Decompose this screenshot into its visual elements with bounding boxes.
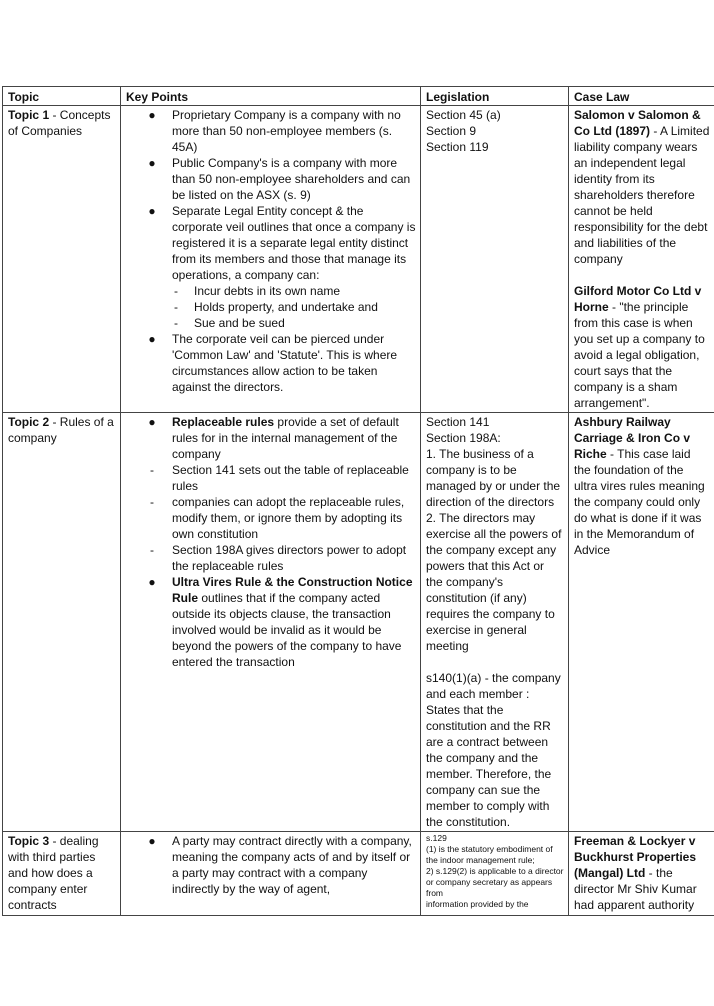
case-law-cell [569, 832, 714, 916]
bullet-icon: ● [148, 575, 156, 589]
dash-icon: - [174, 284, 178, 298]
header-row [3, 87, 714, 106]
header-topic: Topic [3, 87, 121, 106]
case-summary: - A Limited liability company wears an independent legal identity from its shareholders therefore cannot be held responsibility for the debt and liabilities of the company [574, 124, 710, 266]
legislation-line: Section 9 [426, 124, 477, 138]
case-name: Freeman & Lockyer v Buckhurst Properties (Mangal) Ltd [574, 834, 697, 880]
dash-icon: - [150, 463, 154, 477]
list-item: ● Separate Legal Entity concept & the corporate veil outlines that once a company is registered it is a separate legal entity distinct from its members and those that manage its operations, a company can: [126, 203, 416, 283]
legislation-line: 1. The business of a company is to be managed by or under the direction of the directors [426, 447, 561, 509]
case-law-cell [569, 106, 714, 413]
legislation-cell [421, 413, 569, 832]
case-entry [574, 107, 710, 267]
list-item: - Sue and be sued [126, 315, 416, 331]
key-points-cell [121, 106, 421, 413]
header-legislation: Legislation [421, 87, 569, 106]
topic-cell [3, 832, 121, 916]
case-entry [574, 414, 710, 558]
bullet-icon: ● [148, 834, 156, 848]
header-case-law: Case Law [569, 87, 714, 106]
key-points-list [126, 107, 416, 395]
list-item: ● The corporate veil can be pierced under 'Common Law' and 'Statute'. This is where circumstances allow action to be taken against the directors. [126, 331, 416, 395]
case-summary: - the director Mr Shiv Kumar had apparent authority [574, 866, 697, 912]
case-law-cell [569, 413, 714, 832]
list-item: - Section 141 sets out the table of replaceable rules [126, 462, 416, 494]
case-entry [574, 833, 710, 913]
notes-table [2, 86, 714, 916]
list-item: ● A party may contract directly with a company, meaning the company acts of and by itself or a party may contract with a company indirectly by the way of agent, [126, 833, 416, 897]
legislation-line: Section 198A: [426, 431, 501, 445]
legislation-line: Section 45 (a) [426, 108, 501, 122]
bullet-icon: ● [148, 204, 156, 218]
legislation-cell [421, 106, 569, 413]
case-name: Ashbury Railway Carriage & Iron Co v Riche [574, 415, 691, 461]
list-item: - Holds property, and undertake and [126, 299, 416, 315]
bullet-icon: ● [148, 332, 156, 346]
case-entry [574, 283, 710, 411]
topic-title: - Concepts of Companies [8, 108, 111, 138]
bullet-icon: ● [148, 415, 156, 429]
legislation-line: Section 119 [426, 140, 489, 154]
topic-cell [3, 413, 121, 832]
bullet-icon: ● [148, 108, 156, 122]
legislation-line: information provided by the [426, 899, 529, 909]
legislation-line: Section 141 [426, 415, 490, 429]
legislation-line: 2. The directors may exercise all the powers of the company except any powers that this Act or the company's constitution (if any) requires the company to exercise in general meeting [426, 511, 562, 653]
legislation-line: s140(1)(a) - the company and each member : States that the constitution and the RR are a contract between the company and the member. Therefore, the company can sue the member to comply with the constitution. [426, 671, 561, 829]
list-item: - Incur debts in its own name [126, 283, 416, 299]
list-item: ● Proprietary Company is a company with no more than 50 non-employee members (s. 45A) [126, 107, 416, 155]
legislation-line: 2) s.129(2) is applicable to a director or company secretary as appears from [426, 866, 564, 898]
topic-number: Topic 3 [8, 834, 50, 848]
topic-row-2 [3, 413, 714, 832]
legislation-line: (1) is the statutory embodiment of the indoor management rule; [426, 844, 553, 865]
case-summary: - This case laid the foundation of the ultra vires rules meaning the company could only do what is done if it was in the Memorandum of Advice [574, 447, 705, 557]
case-name: Salomon v Salomon & Co Ltd (1897) [574, 108, 701, 138]
dash-icon: - [174, 316, 178, 330]
legislation-cell [421, 832, 569, 916]
dash-icon: - [174, 300, 178, 314]
case-summary: - "the principle from this case is when you set up a company to avoid a legal obligation, court says that the company is a sham arrangement". [574, 300, 705, 410]
topic-title: - dealing with third parties and how does a company enter contracts [8, 834, 99, 912]
list-item: ● Ultra Vires Rule & the Construction Notice Rule outlines that if the company acted outside its objects clause, the transaction involved would be invalid as it would be beyond the powers of the company to have entered the transaction [126, 574, 416, 670]
header-key-points: Key Points [121, 87, 421, 106]
case-name: Gilford Motor Co Ltd v Horne [574, 284, 702, 314]
list-item: - companies can adopt the replaceable rules, modify them, or ignore them by adopting its own constitution [126, 494, 416, 542]
key-points-cell [121, 832, 421, 916]
topic-row-3 [3, 832, 714, 916]
topic-cell [3, 106, 121, 413]
dash-icon: - [150, 495, 154, 509]
list-item: ● Replaceable rules provide a set of default rules for in the internal management of the company [126, 414, 416, 462]
list-item: - Section 198A gives directors power to adopt the replaceable rules [126, 542, 416, 574]
key-points-list [126, 833, 416, 897]
topic-row-1 [3, 106, 714, 413]
legislation-line: s.129 [426, 833, 447, 843]
topic-number: Topic 1 [8, 108, 50, 122]
key-points-cell [121, 413, 421, 832]
bullet-icon: ● [148, 156, 156, 170]
dash-icon: - [150, 543, 154, 557]
list-item: ● Public Company's is a company with more than 50 non-employee shareholders and can be listed on the ASX (s. 9) [126, 155, 416, 203]
topic-number: Topic 2 [8, 415, 50, 429]
key-points-list [126, 414, 416, 670]
topic-title: - Rules of a company [8, 415, 114, 445]
